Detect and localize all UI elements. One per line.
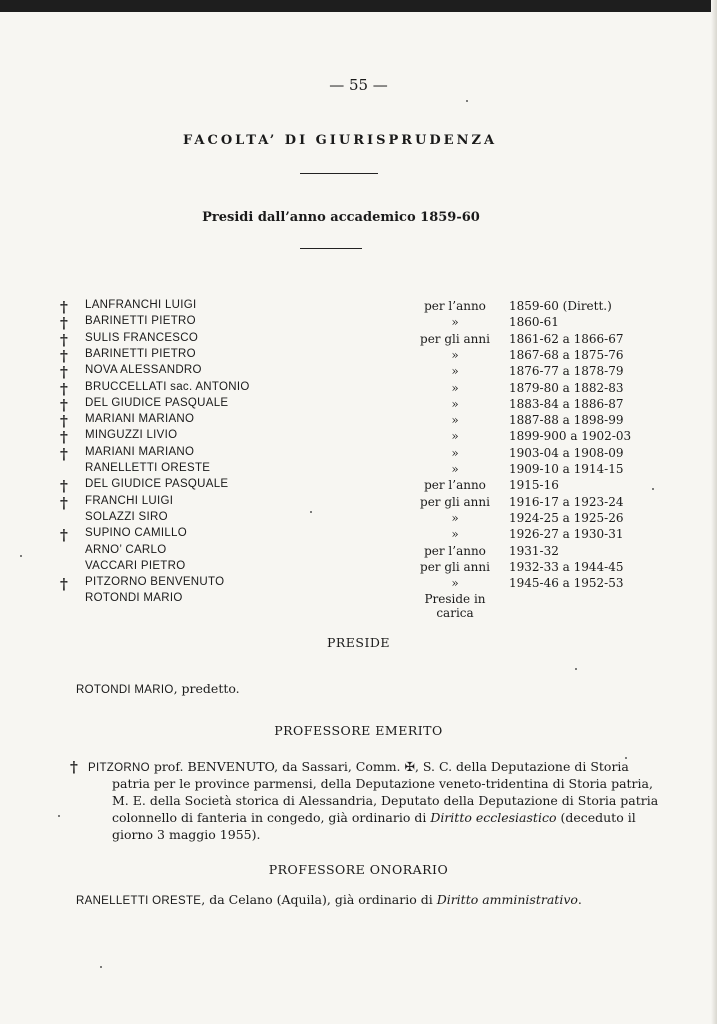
deceased-cross-icon: † (60, 477, 68, 496)
emerito-line-5: giorno 3 maggio 1955). (112, 827, 261, 842)
onorario-entry (76, 891, 582, 910)
dean-years: 1931-32 (509, 543, 559, 558)
emerito-line4-post: (deceduto il (556, 810, 636, 825)
subtitle: Presidi dall’anno accademico 1859-60 (202, 210, 480, 225)
dean-name: BRUCCELLATI sac. ANTONIO (85, 380, 250, 393)
onorario-name: RANELLETTI ORESTE (76, 895, 202, 907)
deceased-cross-icon: † (60, 575, 68, 594)
dean-period-label: » (451, 347, 459, 362)
dean-row (60, 364, 660, 380)
dean-period-label: Preside in carica (424, 592, 486, 621)
scan-speck (652, 488, 654, 490)
dean-name: PITZORNO BENVENUTO (85, 576, 225, 589)
dean-row (60, 397, 660, 413)
dean-row (60, 495, 660, 511)
scan-speck (625, 757, 627, 759)
dean-name: LANFRANCHI LUIGI (85, 299, 197, 311)
dean-years: 1909-10 a 1914-15 (509, 462, 624, 476)
deceased-cross-icon: † (60, 330, 68, 349)
emerito-line-4 (112, 809, 636, 827)
dean-name: SOLAZZI SIRO (85, 510, 168, 523)
dean-period-label: » (451, 576, 459, 591)
page-number: — 55 — (329, 76, 388, 94)
dean-period-label: » (451, 445, 459, 460)
deceased-cross-icon: † (60, 493, 68, 512)
dean-name: BARINETTI PIETRO (85, 347, 196, 360)
dean-row (60, 315, 660, 331)
dean-period-label: » (451, 527, 459, 542)
dean-years: 1945-46 a 1952-53 (509, 576, 624, 591)
onorario-subject: Diritto amministrativo (436, 892, 578, 907)
scan-top-border (0, 0, 717, 12)
dean-name: MINGUZZI LIVIO (85, 429, 178, 442)
dean-period-label: » (451, 380, 459, 395)
dean-period-label: per gli anni (420, 559, 490, 574)
preside-heading: PRESIDE (326, 635, 391, 650)
dean-period-label: per gli anni (420, 494, 490, 509)
dean-years: 1860-61 (509, 315, 559, 330)
onorario-heading: PROFESSORE ONORARIO (268, 862, 449, 877)
page-title: FACOLTA’ DI GIURISPRUDENZA (182, 133, 498, 148)
dean-name: ARNO’ CARLO (85, 543, 167, 556)
dean-name: MARIANI MARIANO (85, 413, 195, 426)
dean-row (60, 332, 660, 348)
dean-period-label: » (451, 364, 459, 379)
scan-speck (100, 966, 102, 968)
emerito-line-2: patria per le province parmensi, della Deputazione veneto-tridentina di Storia patria, (112, 776, 653, 791)
dean-row (60, 348, 660, 364)
dean-row (60, 527, 660, 543)
deceased-cross-icon: † (60, 298, 68, 316)
dean-period-label: per l’anno (424, 299, 486, 313)
dean-row (60, 429, 660, 445)
dean-row (60, 544, 660, 560)
dean-name: SULIS FRANCESCO (85, 331, 199, 344)
dean-name: FRANCHI LUIGI (85, 494, 174, 507)
subtitle-rule (300, 248, 362, 249)
dean-row (60, 299, 660, 315)
dean-years: 1916-17 a 1923-24 (509, 494, 624, 509)
dean-row (60, 576, 660, 592)
dean-period-label: » (451, 429, 459, 444)
deceased-cross-icon: † (60, 346, 68, 365)
deceased-cross-icon: † (60, 379, 68, 398)
preside-text: , predetto. (173, 681, 240, 696)
dean-name: ROTONDI MARIO (85, 592, 183, 605)
title-rule (300, 173, 378, 174)
dean-years: 1887-88 a 1898-99 (509, 413, 624, 428)
dean-name: MARIANI MARIANO (85, 445, 195, 458)
dean-row (60, 462, 660, 478)
dean-years: 1879-80 a 1882-83 (509, 380, 624, 395)
dean-years: 1915-16 (509, 478, 559, 493)
dean-name: DEL GIUDICE PASQUALE (85, 396, 229, 409)
dean-years: 1932-33 a 1944-45 (509, 559, 624, 574)
scan-speck (20, 555, 22, 557)
dean-years: 1861-62 a 1866-67 (509, 331, 624, 346)
dean-name: RANELLETTI ORESTE (85, 462, 211, 474)
scan-speck (466, 100, 468, 102)
dean-period-label: » (451, 510, 459, 525)
dean-years: 1867-68 a 1875-76 (509, 347, 624, 362)
emerito-subject: Diritto ecclesiastico (430, 810, 557, 825)
dean-years: 1926-27 a 1930-31 (509, 527, 624, 542)
deceased-cross-icon: † (70, 758, 78, 776)
dean-row (60, 511, 660, 527)
onorario-text-post: . (577, 892, 582, 907)
dean-period-label: per l’anno (424, 543, 486, 558)
dean-years: 1876-77 a 1878-79 (509, 364, 624, 379)
scan-speck (310, 511, 312, 513)
dean-row (60, 478, 660, 494)
dean-years: 1859-60 (Dirett.) (509, 299, 612, 313)
dean-period-label: per gli anni (420, 331, 490, 346)
onorario-text-pre: , da Celano (Aquila), già ordinario di (201, 892, 437, 907)
emerito-heading: PROFESSORE EMERITO (274, 723, 443, 738)
dean-name: BARINETTI PIETRO (85, 315, 196, 328)
dean-row (60, 446, 660, 462)
dean-name: NOVA ALESSANDRO (85, 364, 202, 377)
deceased-cross-icon: † (60, 428, 68, 447)
deceased-cross-icon: † (60, 526, 68, 545)
dean-name: SUPINO CAMILLO (85, 527, 187, 540)
dean-years: 1883-84 a 1886-87 (509, 396, 624, 411)
dean-name: DEL GIUDICE PASQUALE (85, 478, 229, 491)
dean-years: 1903-04 a 1908-09 (509, 445, 624, 460)
deceased-cross-icon: † (60, 363, 68, 382)
dean-period-label: » (451, 413, 459, 428)
emerito-line-3: M. E. della Società storica di Alessandria, Deputato della Deputazione di Storia patria (112, 793, 659, 808)
deceased-cross-icon: † (60, 412, 68, 431)
dean-row (60, 560, 660, 576)
dean-name: VACCARI PIETRO (85, 559, 186, 572)
dean-period-label: per l’anno (424, 478, 486, 493)
preside-name: ROTONDI MARIO (76, 684, 174, 696)
deceased-cross-icon: † (60, 314, 68, 333)
dean-row (60, 381, 660, 397)
deceased-cross-icon: † (60, 444, 68, 463)
scan-speck (58, 815, 60, 817)
emerito-line1-rest: , da Sassari, Comm. ✠, S. C. della Deputazione di Storia (274, 759, 629, 774)
dean-period-label: » (451, 315, 459, 330)
scan-speck (575, 668, 577, 670)
dean-row (60, 592, 660, 621)
preside-entry (76, 680, 240, 699)
dean-years: 1899-900 a 1902-03 (509, 429, 632, 444)
dean-row (60, 413, 660, 429)
dean-years: 1924-25 a 1925-26 (509, 510, 624, 525)
emerito-line4-pre: colonnello di fanteria in congedo, già ordinario di (112, 810, 431, 825)
dean-period-label: » (451, 396, 459, 411)
deceased-cross-icon: † (60, 395, 68, 414)
emerito-surname: PITZORNO (88, 762, 150, 774)
dean-period-label: » (451, 462, 459, 476)
emerito-title-name: prof. BENVENUTO (153, 759, 275, 774)
